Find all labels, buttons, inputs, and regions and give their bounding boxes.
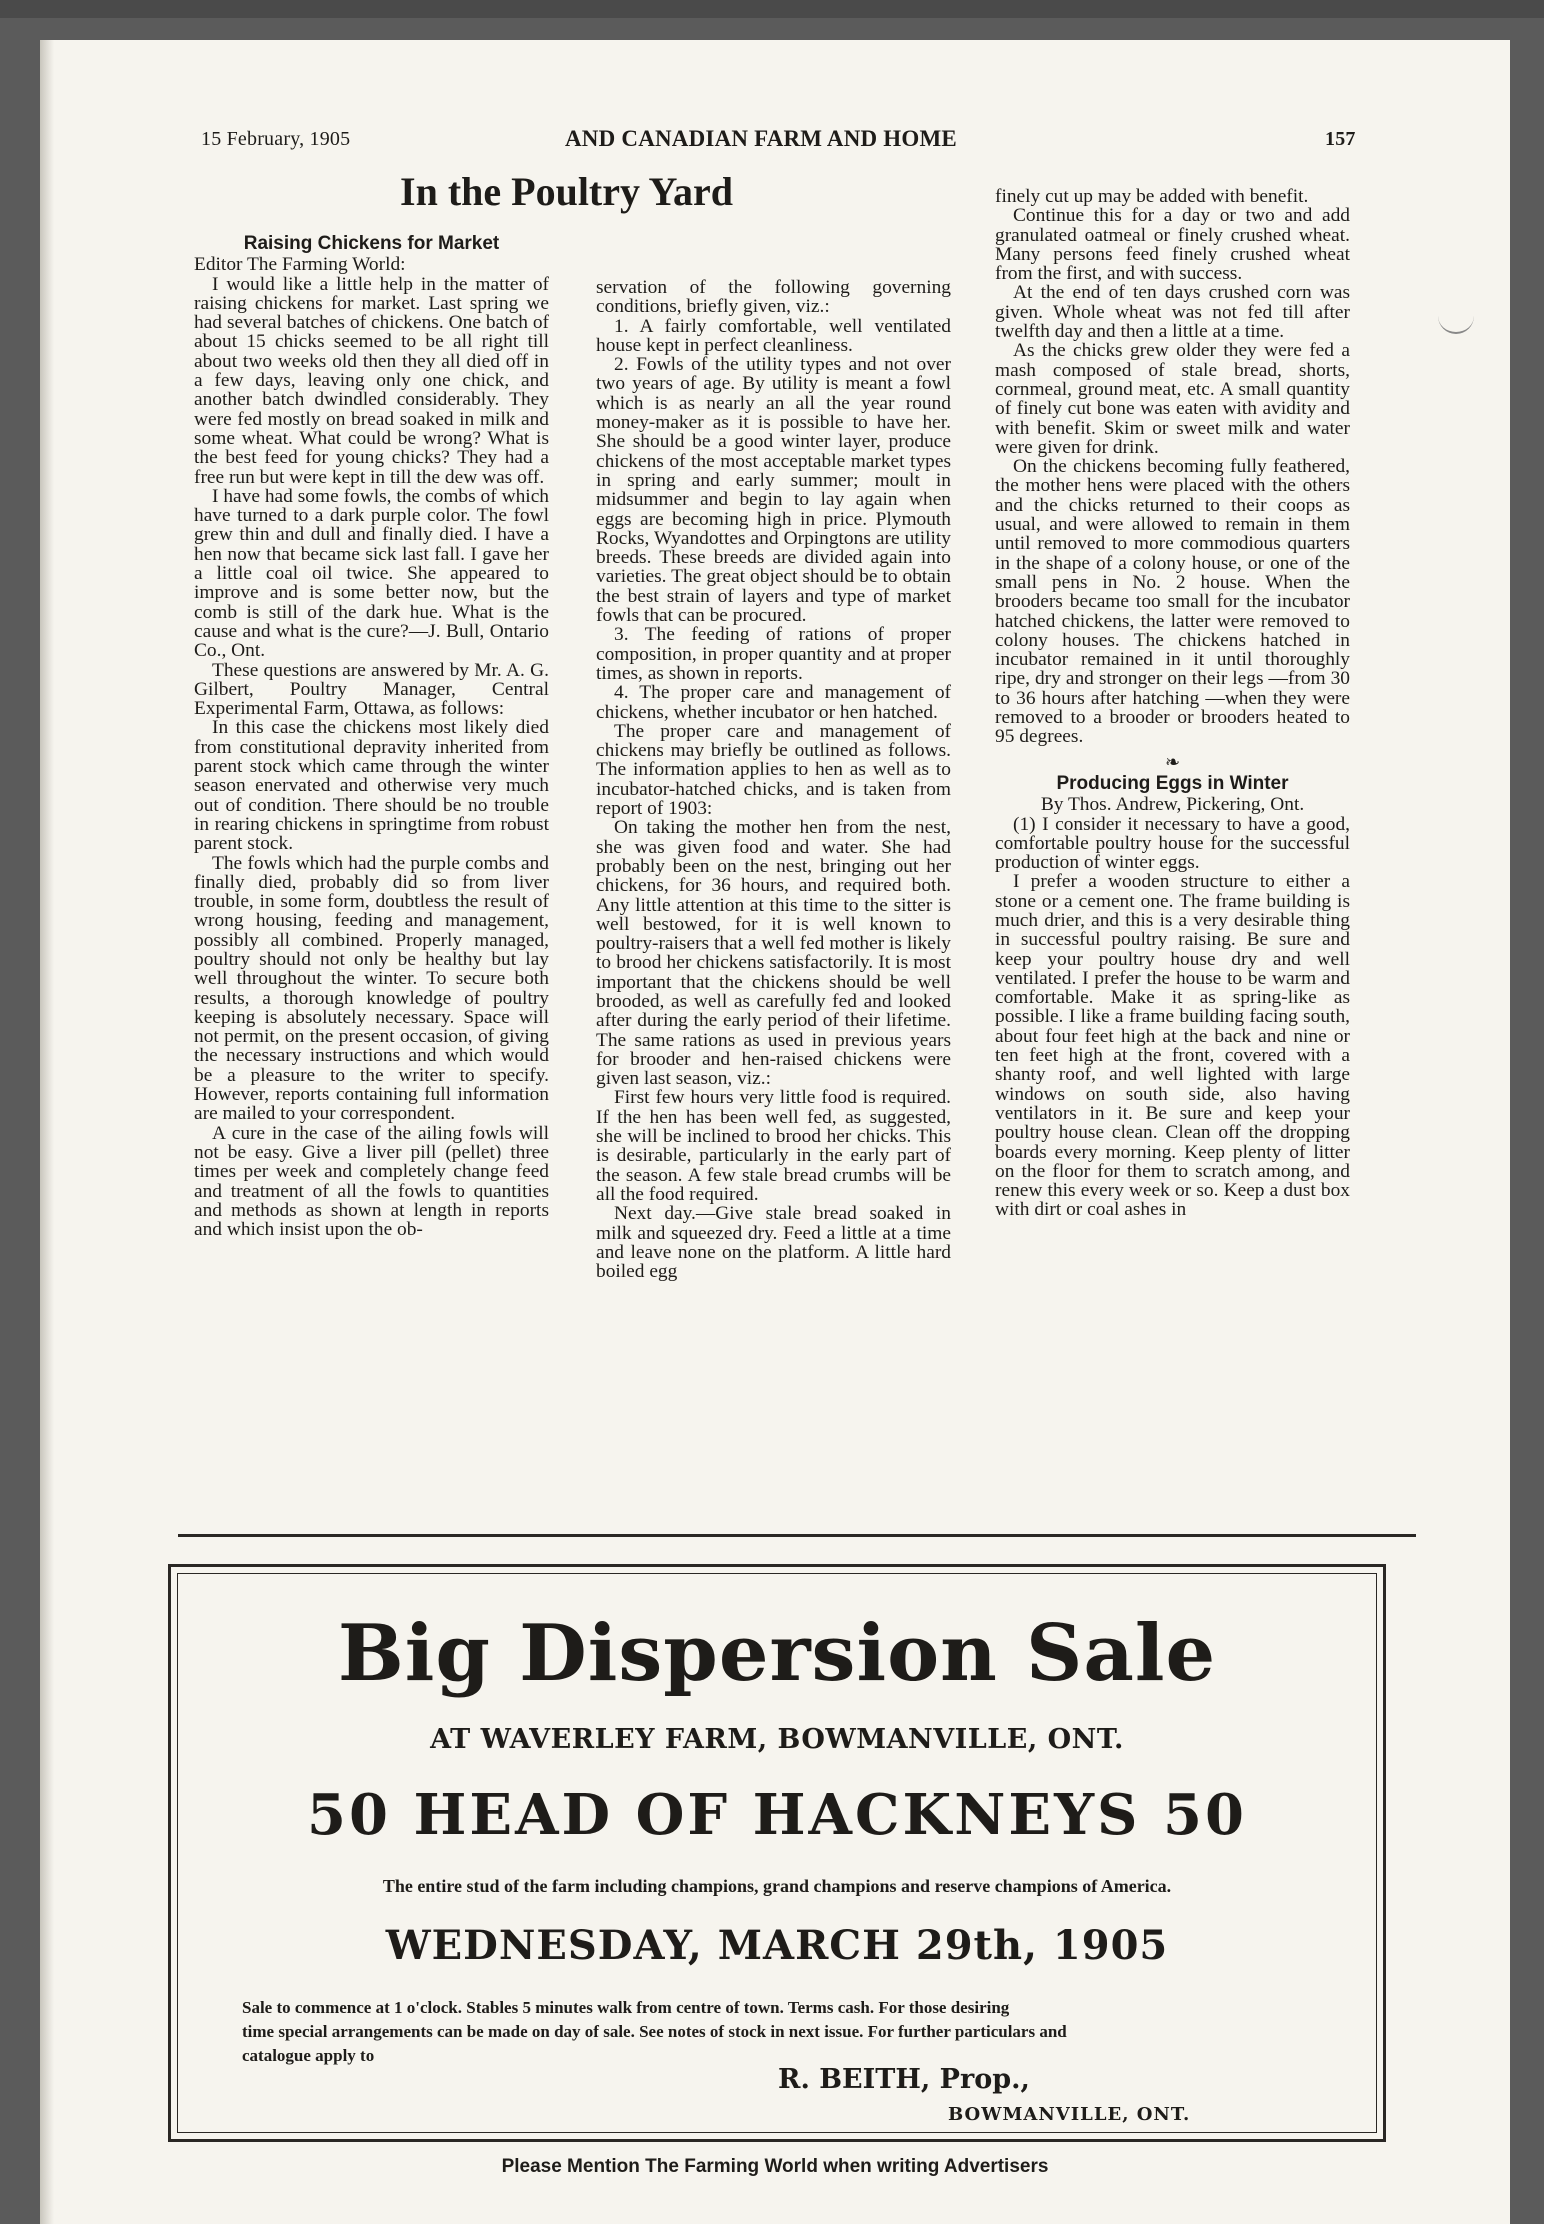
paragraph: Next day.—Give stale bread soaked in milk and squeezed dry. Feed a little at a time and leave none on the platform. A little hard boiled egg bbox=[596, 1203, 951, 1283]
ad-main-line: 50 HEAD OF HACKNEYS 50 bbox=[307, 1782, 1247, 1848]
article-column-1 bbox=[194, 234, 549, 1239]
ad-address: BOWMANVILLE, ONT. bbox=[948, 2104, 1191, 2125]
paragraph: First few hours very little food is required. If the hen has been well fed, as suggested, she will be inclined to brood her chicks. This is desirable, particularly in the early part of the season. A few stale bread crumbs will be all the food required. bbox=[596, 1087, 951, 1205]
paragraph: The proper care and management of chickens may briefly be outlined as follows. The information applies to hen as well as to incubator-hatched chicks, and is taken from report of 1903: bbox=[596, 720, 951, 820]
ad-sale-date: WEDNESDAY, MARCH 29th, 1905 bbox=[385, 1922, 1169, 1969]
paragraph: I prefer a wooden structure to either a stone or a cement one. The frame building is much drier, and this is a very desirable thing in successful poultry raising. Be sure and keep your poultry house dry and well ventilated. I prefer the house to be warm and comfortable. Make it as spring-like as possible. I like a frame building facing south, about four feet high at the back and nine or ten feet high at the front, covered with a shanty roof, and well lighted with large windows on south side, also having ventilators in it. Be sure and keep your poultry house clean. Clean off the dropping boards every morning. Keep plenty of litter on the floor for them to scratch among, and renew this every week or so. Keep a dust box with dirt or coal ashes in bbox=[995, 871, 1350, 1221]
advertisement-box bbox=[168, 1564, 1386, 2142]
paragraph: 3. The feeding of rations of proper composition, in proper quantity and at proper times, as shown in reports. bbox=[596, 624, 951, 684]
scan-border bbox=[0, 0, 1544, 18]
salutation: Editor The Farming World: bbox=[194, 254, 406, 276]
advertisement-inner-border bbox=[177, 1573, 1377, 2133]
ad-details-line: Sale to commence at 1 o'clock. Stables 5 minutes walk from centre of town. Terms cash. For those desiring bbox=[242, 1998, 1010, 2017]
ad-details bbox=[242, 1996, 1067, 2068]
article-column-3 bbox=[995, 187, 1350, 1220]
header-date: 15 February, 1905 bbox=[201, 128, 351, 150]
footer-notice: Please Mention The Farming World when writing Advertisers bbox=[501, 2156, 1049, 2177]
section-divider-rule bbox=[178, 1534, 1416, 1537]
paragraph: A cure in the case of the ailing fowls will not be easy. Give a liver pill (pellet) three times per week and completely change feed and treatment of all the fowls to quantities and methods as shown at length in reports and which insist upon the ob- bbox=[194, 1122, 549, 1241]
paragraph: At the end of ten days crushed corn was given. Whole wheat was not fed till after twelfth day and then a little at a time. bbox=[995, 282, 1350, 343]
ad-headline: Big Dispersion Sale bbox=[337, 1608, 1217, 1699]
magazine-page bbox=[40, 40, 1510, 2224]
paragraph: The fowls which had the purple combs and finally died, probably did so from liver trouble, in some form, doubtless the result of wrong housing, feeding and management, possibly all combined. Properly managed, poultry should not only be healthy but lay well throughout the winter. To secure both results, a thorough knowledge of poultry keeping is absolutely necessary. Space will not permit, on the present occasion, of giving the necessary instructions and which would be a pleasure to the writer to specify. However, reports containing full information are mailed to your correspondent. bbox=[194, 852, 549, 1125]
paragraph: (1) I consider it necessary to have a good, comfortable poultry house for the successful production of winter eggs. bbox=[995, 813, 1350, 874]
ad-subtitle: The entire stud of the farm including champions, grand champions and reserve champions of America. bbox=[382, 1876, 1172, 1896]
ad-location: AT WAVERLEY FARM, BOWMANVILLE, ONT. bbox=[430, 1724, 1124, 1755]
article-heading: Producing Eggs in Winter bbox=[1056, 772, 1289, 794]
paragraph: finely cut up may be added with benefit. bbox=[995, 186, 1309, 207]
paragraph: On taking the mother hen from the nest, she was given food and water. She had probably been on the nest, bringing out her chickens, for 36 hours, and required both. Any little attention at this time to the sitter is well bestowed, for it is well known to poultry-raisers that a well fed mother is likely to brood her chickens satisfactorily. It is most important that the chickens should be well brooded, as well as carefully fed and looked after during the early period of their lifetime. The same rations as used in previous years for brooder and hen-raised chickens were given last season, viz.: bbox=[596, 817, 951, 1090]
header-publication: AND CANADIAN FARM AND HOME bbox=[565, 126, 957, 151]
header-page-number: 157 bbox=[1325, 128, 1356, 150]
byline: By Thos. Andrew, Pickering, Ont. bbox=[1040, 794, 1305, 816]
article-column-2 bbox=[596, 278, 951, 1281]
section-title: In the Poultry Yard bbox=[400, 169, 733, 214]
paragraph: As the chicks grew older they were fed a mash composed of stale bread, shorts, cornmeal, ground meat, etc. A small quantity of finely cut bone was eaten with avidity and with benefit. Skim or sweet milk and water were given for drink. bbox=[995, 340, 1350, 458]
ad-details-line: time special arrangements can be made on day of sale. See notes of stock in next issue. For further particulars and bbox=[242, 2022, 1067, 2041]
paragraph: 4. The proper care and management of chickens, whether incubator or hen hatched. bbox=[596, 682, 951, 723]
ad-proprietor: R. BEITH, Prop., bbox=[778, 2064, 1030, 2095]
paragraph: 1. A fairly comfortable, well ventilated house kept in perfect cleanliness. bbox=[596, 315, 951, 356]
article-heading: Raising Chickens for Market bbox=[243, 233, 500, 254]
page-gutter-shadow bbox=[40, 40, 54, 2224]
paragraph: These questions are answered by Mr. A. G. Gilbert, Poultry Manager, Central Experimental Farm, Ottawa, as follows: bbox=[194, 659, 549, 720]
paragraph: I have had some fowls, the combs of which have turned to a dark purple color. The fowl grew thin and dull and finally died. I have a hen now that became sick last fall. I gave her a little coal oil twice. She appeared to improve and is some better now, but the comb is still of the dark hue. What is the cause and what is the cure?—J. Bull, Ontario Co., Ont. bbox=[194, 485, 549, 662]
paragraph: 2. Fowls of the utility types and not over two years of age. By utility is meant a fowl which is as nearly an all the year round money-maker as it is possible to have her. She should be a good winter layer, produce chickens of the most acceptable market types in spring and early summer; moult in midsummer and begin to lay again when eggs are becoming high in price. Plymouth Rocks, Wyandottes and Orpingtons are utility breeds. These breeds are divided again into varieties. The great object should be to obtain the best strain of layers and type of market fowls that can be procured. bbox=[596, 354, 951, 627]
ad-details-line: catalogue apply to bbox=[242, 2046, 375, 2065]
paragraph: On the chickens becoming fully feathered, the mother hens were placed with the others and the chicks returned to their coops as usual, and were allowed to remain in them until removed to more commodious quarters in the shape of a colony house, or one of the small pens in No. 2 house. When the brooders became too small for the incubator hatched chickens, the latter were removed to colony houses. The chickens hatched in incubator remained in it until thoroughly ripe, dry and stronger on their legs —from 30 to 36 hours after hatching —when they were removed to a brooder or brooders heated to 95 degrees. bbox=[995, 456, 1350, 748]
paragraph: Continue this for a day or two and add granulated oatmeal or finely crushed wheat. Many persons feed finely crushed wheat from the first, and with success. bbox=[995, 205, 1350, 285]
paragraph: servation of the following governing conditions, briefly given, viz.: bbox=[596, 277, 951, 318]
fleuron-ornament: ❧ bbox=[1164, 751, 1181, 772]
paragraph: I would like a little help in the matter of raising chickens for market. Last spring we had several batches of chickens. One batch of about 15 chicks seemed to be all right till about two weeks old then they all died off in a few days, leaving only one chick, and another batch dwindled considerably. They were fed mostly on bread soaked in milk and some wheat. What could be wrong? What is the best feed for young chicks? They had a free run but were kept in till the dew was off. bbox=[194, 273, 549, 488]
margin-pen-mark bbox=[1438, 312, 1474, 334]
paragraph: In this case the chickens most likely died from constitutional depravity inherited from parent stock which came through the winter season enervated and otherwise very much out of condition. There should be no trouble in rearing chickens in springtime from robust parent stock. bbox=[194, 717, 549, 855]
